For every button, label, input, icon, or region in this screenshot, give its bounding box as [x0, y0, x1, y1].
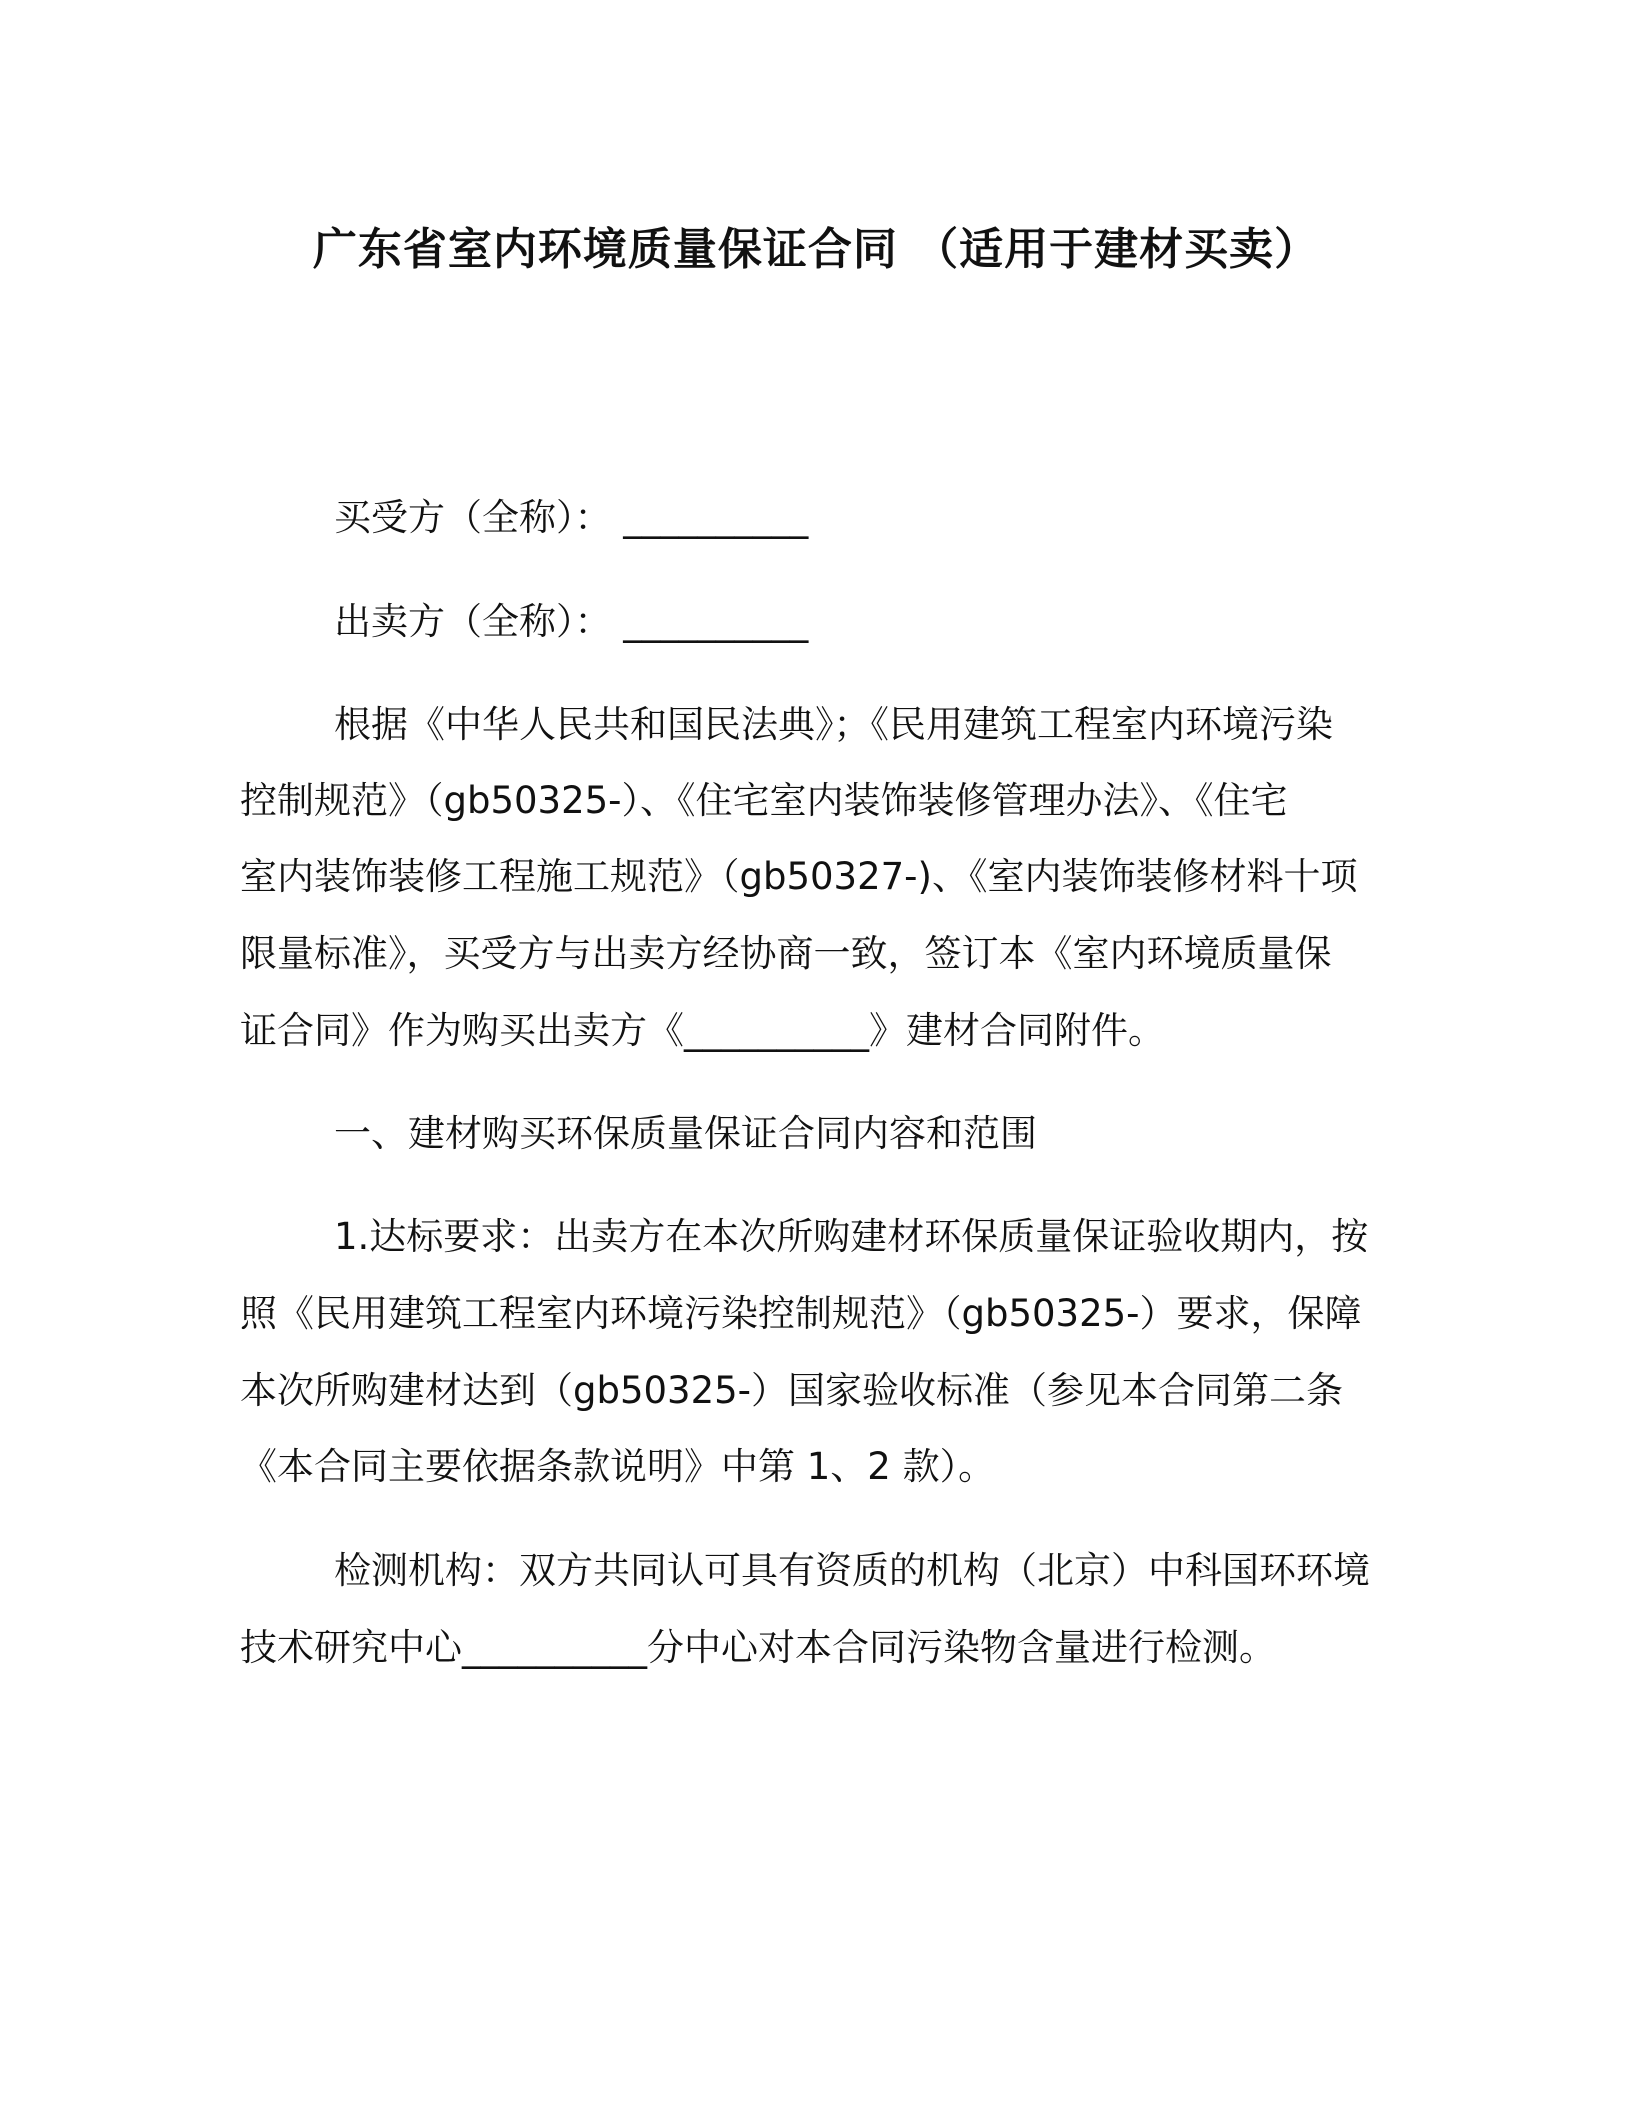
seller-line: 出卖方（全称）： __________ — [334, 600, 809, 643]
section-heading: 一、建材购买环保质量保证合同内容和范围 — [334, 1112, 1037, 1155]
intro-line: 根据《中华人民共和国民法典》；《民用建筑工程室内环境污染 — [334, 703, 1333, 746]
document-title: 广东省室内环境质量保证合同 （适用于建材买卖） — [312, 224, 1320, 275]
intro-line: 室内装饰装修工程施工规范》（gb50327-)、《室内装饰装修材料十项 — [240, 855, 1358, 898]
clause-line: 1.达标要求：出卖方在本次所购建材环保质量保证验收期内，按 — [334, 1215, 1369, 1258]
intro-line: 证合同》作为购买出卖方《__________》建材合同附件。 — [240, 1009, 1165, 1052]
buyer-line: 买受方（全称）： __________ — [334, 496, 809, 539]
testing-line: 检测机构：双方共同认可具有资质的机构（北京）中科国环环境 — [334, 1549, 1370, 1592]
intro-line: 限量标准》，买受方与出卖方经协商一致，签订本《室内环境质量保 — [240, 932, 1332, 975]
intro-line: 控制规范》（gb50325-）、《住宅室内装饰装修管理办法》、《住宅 — [240, 779, 1288, 822]
clause-line: 照《民用建筑工程室内环境污染控制规范》（gb50325-）要求，保障 — [240, 1292, 1362, 1335]
clause-line: 本次所购建材达到（gb50325-）国家验收标准（参见本合同第二条 — [240, 1369, 1344, 1412]
testing-line: 技术研究中心__________分中心对本合同污染物含量进行检测。 — [240, 1626, 1276, 1669]
clause-line: 《本合同主要依据条款说明》中第 1、2 款）。 — [240, 1445, 996, 1488]
